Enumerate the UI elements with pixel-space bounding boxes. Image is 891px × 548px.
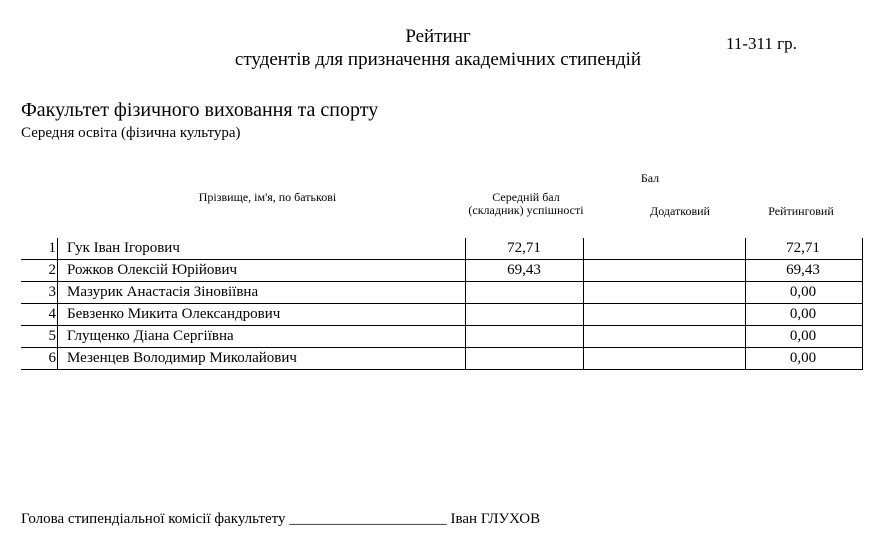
column-header-average: Середній бал (складник) успішності: [468, 190, 584, 217]
group-label: 11-311 гр.: [726, 34, 797, 53]
student-name: Глущенко Діана Сергіївна: [67, 328, 234, 344]
column-header-additional: Додатковий: [650, 204, 710, 218]
row-number: 2: [48, 262, 56, 278]
student-name: Бевзенко Микита Олександрович: [67, 306, 281, 322]
table-row: [21, 304, 863, 326]
column-header-name: Прізвище, ім'я, по батькові: [198, 190, 337, 204]
rating-score: 72,71: [786, 240, 820, 256]
signature-line: Голова стипендіальної комісії факультету _____________________ Іван ГЛУХОВ: [21, 511, 541, 527]
rating-score: 0,00: [789, 284, 817, 300]
student-name: Рожков Олексій Юрійович: [67, 262, 238, 278]
average-score: 69,43: [507, 262, 541, 278]
table-row: [21, 238, 863, 260]
row-number: 6: [48, 350, 56, 366]
rating-score: 69,43: [786, 262, 820, 278]
faculty-name: Факультет фізичного виховання та спорту: [21, 99, 379, 121]
rating-score: 0,00: [789, 350, 817, 366]
row-number: 5: [48, 328, 56, 344]
program-name: Середня освіта (фізична культура): [21, 125, 241, 141]
rating-table: [21, 238, 863, 370]
table-row: [21, 348, 863, 370]
row-number: 1: [48, 240, 56, 256]
column-group-header-score: Бал: [640, 171, 660, 185]
document-subtitle: студентів для призначення академічних стипендій: [234, 49, 642, 70]
column-header-rating: Рейтинговий: [768, 204, 834, 218]
table-row: [21, 282, 863, 304]
student-name: Мазурик Анастасія Зіновіївна: [67, 284, 259, 300]
table-row: [21, 326, 863, 348]
document-title: Рейтинг: [405, 26, 471, 47]
row-number: 3: [48, 284, 56, 300]
table-row: [21, 260, 863, 282]
student-name: Гук Іван Ігорович: [67, 240, 180, 256]
rating-score: 0,00: [789, 306, 817, 322]
average-score: 72,71: [507, 240, 541, 256]
rating-score: 0,00: [789, 328, 817, 344]
row-number: 4: [48, 306, 56, 322]
student-name: Мезенцев Володимир Миколайович: [67, 350, 297, 366]
